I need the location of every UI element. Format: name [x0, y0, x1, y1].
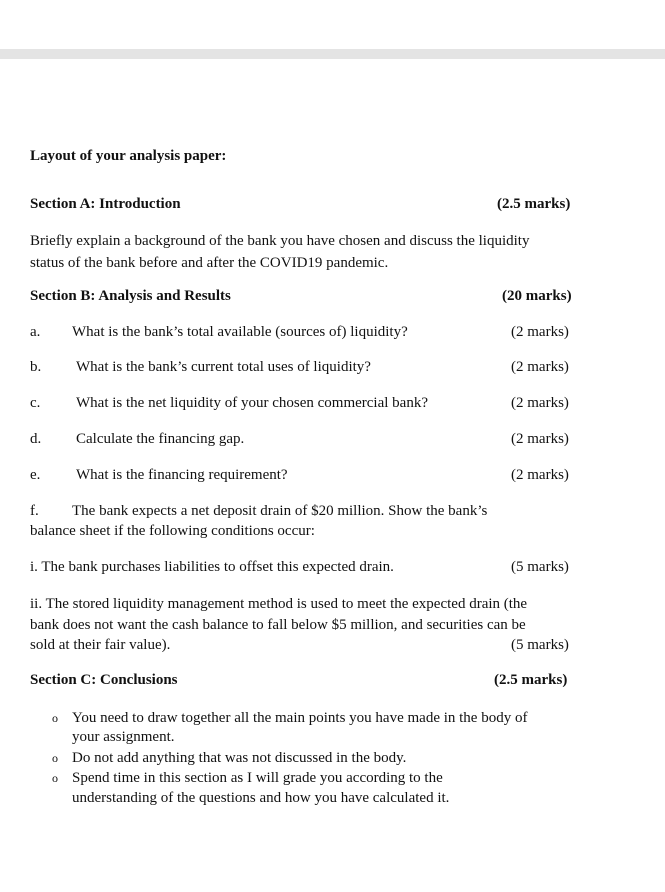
item-c-marks: (2 marks): [511, 395, 569, 411]
item-ii-line1: ii. The stored liquidity management method is used to meet the expected drain (the: [30, 596, 528, 612]
section-c-marks: (2.5 marks): [494, 672, 568, 688]
item-b-label: b.: [30, 359, 42, 375]
item-ii-marks: (5 marks): [511, 637, 569, 653]
section-a-body-line1: Briefly explain a background of the bank you have chosen and discuss the liquidity: [30, 233, 530, 249]
item-d-text: Calculate the financing gap.: [76, 431, 245, 447]
bullet-2-line1: Do not add anything that was not discussed in the body.: [72, 750, 407, 766]
bullet-3-line2: understanding of the questions and how you have calculated it.: [72, 790, 450, 806]
item-b-text: What is the bank’s current total uses of liquidity?: [76, 359, 371, 375]
item-ii-line3: sold at their fair value).: [30, 637, 171, 653]
bullet-3-line1: Spend time in this section as I will grade you according to the: [72, 770, 443, 786]
section-a-marks: (2.5 marks): [497, 196, 571, 212]
section-a-body-line2: status of the bank before and after the COVID19 pandemic.: [30, 255, 389, 271]
section-b-heading: Section B: Analysis and Results: [30, 288, 231, 304]
bullet-2-marker: o: [52, 751, 58, 765]
bullet-3-marker: o: [52, 771, 58, 785]
item-d-label: d.: [30, 431, 42, 447]
item-e-marks: (2 marks): [511, 467, 569, 483]
item-a-text: What is the bank’s total available (sources of) liquidity?: [72, 324, 408, 340]
item-e-label: e.: [30, 467, 41, 483]
item-e-text: What is the financing requirement?: [76, 467, 288, 483]
item-b-marks: (2 marks): [511, 359, 569, 375]
document-title: Layout of your analysis paper:: [30, 148, 227, 164]
item-f-line1: The bank expects a net deposit drain of $20 million. Show the bank’s: [72, 503, 488, 519]
bullet-1-marker: o: [52, 711, 58, 725]
item-a-label: a.: [30, 324, 41, 340]
item-f-line2: balance sheet if the following conditions occur:: [30, 523, 315, 539]
item-c-text: What is the net liquidity of your chosen commercial bank?: [76, 395, 428, 411]
item-a-marks: (2 marks): [511, 324, 569, 340]
item-i-text: i. The bank purchases liabilities to offset this expected drain.: [30, 559, 394, 575]
top-divider-bar: [0, 49, 665, 59]
section-c-heading: Section C: Conclusions: [30, 672, 178, 688]
item-d-marks: (2 marks): [511, 431, 569, 447]
section-b-marks: (20 marks): [502, 288, 572, 304]
item-ii-line2: bank does not want the cash balance to fall below $5 million, and securities can be: [30, 617, 526, 633]
section-a-heading: Section A: Introduction: [30, 196, 181, 212]
bullet-1-line2: your assignment.: [72, 729, 175, 745]
bullet-1-line1: You need to draw together all the main points you have made in the body of: [72, 710, 528, 726]
item-i-marks: (5 marks): [511, 559, 569, 575]
item-c-label: c.: [30, 395, 41, 411]
item-f-label: f.: [30, 503, 39, 519]
